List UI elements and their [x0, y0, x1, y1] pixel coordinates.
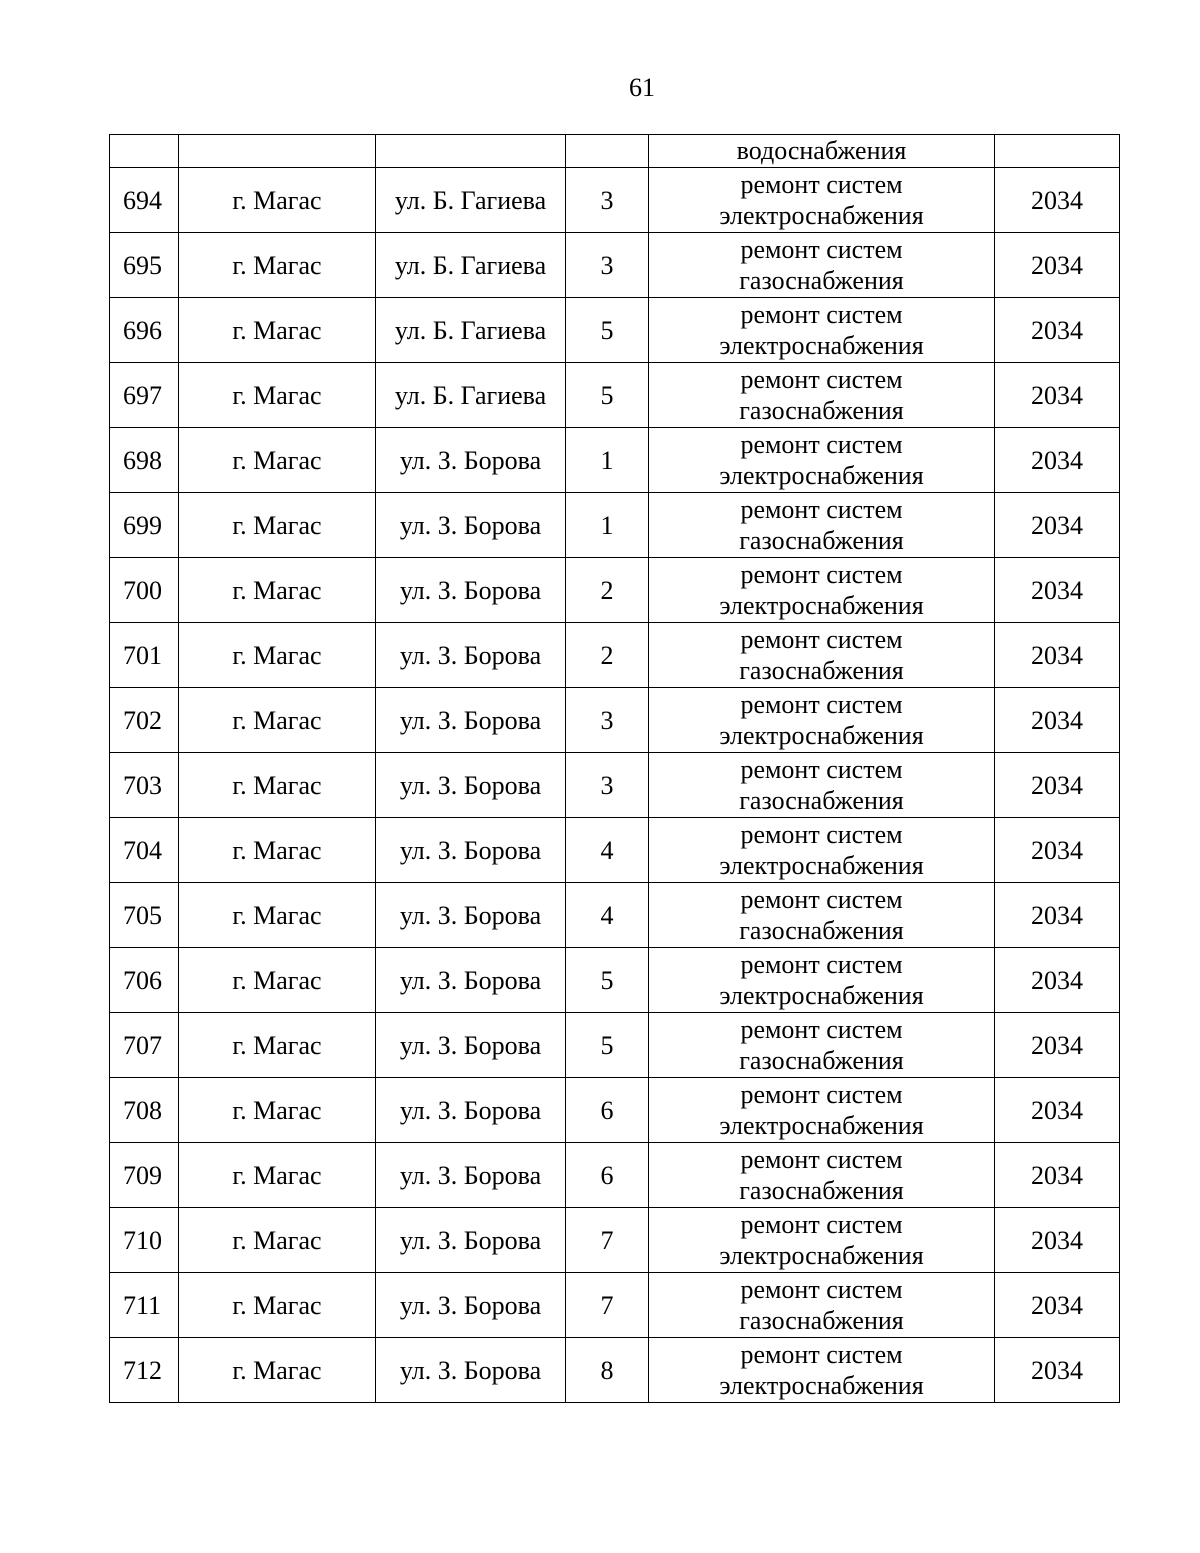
work-type-line: газоснабжения — [739, 656, 904, 685]
work-type-line: ремонт систем — [740, 1210, 903, 1239]
cell-street: ул. Б. Гагиева — [376, 168, 566, 233]
continuation-row — [110, 135, 1120, 168]
cell-street: ул. З. Борова — [376, 428, 566, 493]
cell-year: 2034 — [995, 883, 1120, 948]
cell-num: 710 — [110, 1208, 179, 1273]
cell-house: 2 — [566, 623, 649, 688]
work-type-line: ремонт систем — [740, 885, 903, 914]
cell-house: 3 — [566, 753, 649, 818]
work-type-line: газоснабжения — [739, 916, 904, 945]
work-type-line: газоснабжения — [739, 526, 904, 555]
cell-city: г. Магас — [179, 1078, 376, 1143]
cell-year: 2034 — [995, 363, 1120, 428]
cell-city: г. Магас — [179, 1273, 376, 1338]
work-type-line: электроснабжения — [719, 981, 924, 1010]
work-type-line: ремонт систем — [740, 820, 903, 849]
cell-house — [566, 135, 649, 168]
table-row — [110, 428, 1120, 493]
cell-work-type — [649, 753, 995, 818]
cell-num: 708 — [110, 1078, 179, 1143]
cell-year: 2034 — [995, 688, 1120, 753]
cell-year — [995, 135, 1120, 168]
work-type-line: ремонт систем — [740, 690, 903, 719]
table-row — [110, 493, 1120, 558]
table-row — [110, 688, 1120, 753]
work-type-line: электроснабжения — [719, 331, 924, 360]
cell-house: 5 — [566, 363, 649, 428]
cell-street: ул. Б. Гагиева — [376, 233, 566, 298]
cell-work-type — [649, 558, 995, 623]
cell-house: 3 — [566, 168, 649, 233]
cell-street: ул. Б. Гагиева — [376, 298, 566, 363]
cell-num: 711 — [110, 1273, 179, 1338]
cell-num: 699 — [110, 493, 179, 558]
cell-work-type — [649, 1208, 995, 1273]
cell-work-type — [649, 1078, 995, 1143]
cell-street — [376, 135, 566, 168]
cell-city: г. Магас — [179, 818, 376, 883]
cell-city: г. Магас — [179, 1208, 376, 1273]
cell-house: 5 — [566, 298, 649, 363]
work-type-line: электроснабжения — [719, 1371, 924, 1400]
cell-street: ул. З. Борова — [376, 1013, 566, 1078]
cell-work-type — [649, 428, 995, 493]
cell-street: ул. З. Борова — [376, 1338, 566, 1403]
work-type-line: ремонт систем — [740, 755, 903, 784]
cell-year: 2034 — [995, 623, 1120, 688]
cell-city: г. Магас — [179, 688, 376, 753]
cell-year: 2034 — [995, 1273, 1120, 1338]
cell-num: 694 — [110, 168, 179, 233]
table-row — [110, 753, 1120, 818]
table-row — [110, 1013, 1120, 1078]
cell-city: г. Магас — [179, 1143, 376, 1208]
cell-city: г. Магас — [179, 1338, 376, 1403]
cell-street: ул. З. Борова — [376, 1208, 566, 1273]
cell-year: 2034 — [995, 1013, 1120, 1078]
cell-house: 4 — [566, 818, 649, 883]
work-type-line: ремонт систем — [740, 235, 903, 264]
cell-house: 7 — [566, 1273, 649, 1338]
cell-year: 2034 — [995, 1143, 1120, 1208]
table-row — [110, 623, 1120, 688]
cell-num: 703 — [110, 753, 179, 818]
cell-work-type — [649, 168, 995, 233]
table-row — [110, 1338, 1120, 1403]
cell-city: г. Магас — [179, 753, 376, 818]
table-row — [110, 1208, 1120, 1273]
cell-year: 2034 — [995, 558, 1120, 623]
cell-work-type: водоснабжения — [649, 135, 995, 168]
cell-num: 695 — [110, 233, 179, 298]
cell-year: 2034 — [995, 298, 1120, 363]
cell-year: 2034 — [995, 753, 1120, 818]
cell-num: 700 — [110, 558, 179, 623]
work-type-line: электроснабжения — [719, 851, 924, 880]
cell-year: 2034 — [995, 818, 1120, 883]
cell-street: ул. З. Борова — [376, 493, 566, 558]
work-type-line: ремонт систем — [740, 1145, 903, 1174]
cell-work-type — [649, 233, 995, 298]
cell-work-type — [649, 623, 995, 688]
work-type-line: ремонт систем — [740, 625, 903, 654]
work-type-line: ремонт систем — [740, 170, 903, 199]
table-row — [110, 168, 1120, 233]
table-row — [110, 1143, 1120, 1208]
cell-house: 2 — [566, 558, 649, 623]
cell-num: 706 — [110, 948, 179, 1013]
cell-street: ул. З. Борова — [376, 1273, 566, 1338]
cell-year: 2034 — [995, 428, 1120, 493]
cell-street: ул. Б. Гагиева — [376, 363, 566, 428]
work-type-line: ремонт систем — [740, 1340, 903, 1369]
cell-work-type — [649, 1338, 995, 1403]
cell-street: ул. З. Борова — [376, 688, 566, 753]
cell-num: 696 — [110, 298, 179, 363]
cell-work-type — [649, 948, 995, 1013]
cell-house: 3 — [566, 688, 649, 753]
cell-house: 3 — [566, 233, 649, 298]
cell-num: 698 — [110, 428, 179, 493]
cell-city: г. Магас — [179, 233, 376, 298]
cell-house: 1 — [566, 493, 649, 558]
cell-work-type — [649, 688, 995, 753]
cell-work-type — [649, 1013, 995, 1078]
cell-house: 7 — [566, 1208, 649, 1273]
cell-work-type — [649, 493, 995, 558]
cell-num: 701 — [110, 623, 179, 688]
work-type-line: электроснабжения — [719, 201, 924, 230]
work-type-line: газоснабжения — [739, 1046, 904, 1075]
cell-house: 8 — [566, 1338, 649, 1403]
table-row — [110, 818, 1120, 883]
work-type-line: электроснабжения — [719, 461, 924, 490]
cell-num — [110, 135, 179, 168]
cell-city: г. Магас — [179, 558, 376, 623]
work-type-line: электроснабжения — [719, 1241, 924, 1270]
cell-work-type — [649, 1273, 995, 1338]
work-type-line: ремонт систем — [740, 560, 903, 589]
cell-house: 4 — [566, 883, 649, 948]
page-number: 61 — [629, 73, 655, 102]
cell-city: г. Магас — [179, 883, 376, 948]
cell-house: 1 — [566, 428, 649, 493]
cell-num: 712 — [110, 1338, 179, 1403]
table-body — [110, 135, 1120, 1403]
cell-street: ул. З. Борова — [376, 558, 566, 623]
cell-year: 2034 — [995, 1208, 1120, 1273]
cell-year: 2034 — [995, 1078, 1120, 1143]
cell-year: 2034 — [995, 168, 1120, 233]
cell-city: г. Магас — [179, 948, 376, 1013]
cell-work-type — [649, 883, 995, 948]
work-type-line: электроснабжения — [719, 591, 924, 620]
cell-house: 6 — [566, 1143, 649, 1208]
cell-house: 5 — [566, 1013, 649, 1078]
cell-num: 707 — [110, 1013, 179, 1078]
cell-city: г. Магас — [179, 168, 376, 233]
cell-street: ул. З. Борова — [376, 623, 566, 688]
cell-city: г. Магас — [179, 493, 376, 558]
cell-house: 6 — [566, 1078, 649, 1143]
work-type-line: ремонт систем — [740, 1015, 903, 1044]
table-row — [110, 233, 1120, 298]
work-type-line: газоснабжения — [739, 786, 904, 815]
cell-num: 705 — [110, 883, 179, 948]
table-row — [110, 1078, 1120, 1143]
cell-city: г. Магас — [179, 623, 376, 688]
cell-year: 2034 — [995, 1338, 1120, 1403]
cell-city — [179, 135, 376, 168]
cell-street: ул. З. Борова — [376, 753, 566, 818]
work-type-line: ремонт систем — [740, 950, 903, 979]
cell-num: 709 — [110, 1143, 179, 1208]
work-type-line: ремонт систем — [740, 495, 903, 524]
table-row — [110, 1273, 1120, 1338]
work-type-line: электроснабжения — [719, 721, 924, 750]
cell-year: 2034 — [995, 948, 1120, 1013]
work-type-line: электроснабжения — [719, 1111, 924, 1140]
cell-work-type — [649, 298, 995, 363]
table-row — [110, 883, 1120, 948]
cell-city: г. Магас — [179, 1013, 376, 1078]
cell-num: 702 — [110, 688, 179, 753]
cell-work-type — [649, 363, 995, 428]
cell-work-type — [649, 1143, 995, 1208]
work-type-line: газоснабжения — [739, 396, 904, 425]
cell-street: ул. З. Борова — [376, 948, 566, 1013]
cell-num: 704 — [110, 818, 179, 883]
cell-street: ул. З. Борова — [376, 883, 566, 948]
cell-work-type — [649, 818, 995, 883]
cell-street: ул. З. Борова — [376, 1078, 566, 1143]
table-row — [110, 298, 1120, 363]
cell-city: г. Магас — [179, 363, 376, 428]
cell-year: 2034 — [995, 493, 1120, 558]
work-type-line: ремонт систем — [740, 1275, 903, 1304]
work-type-line: ремонт систем — [740, 1080, 903, 1109]
work-type-line: газоснабжения — [739, 266, 904, 295]
cell-street: ул. З. Борова — [376, 1143, 566, 1208]
cell-num: 697 — [110, 363, 179, 428]
work-type-line: ремонт систем — [740, 365, 903, 394]
work-type-line: газоснабжения — [739, 1306, 904, 1335]
cell-house: 5 — [566, 948, 649, 1013]
table-row — [110, 363, 1120, 428]
cell-year: 2034 — [995, 233, 1120, 298]
work-type-line: ремонт систем — [740, 300, 903, 329]
work-schedule-table — [109, 134, 1120, 1403]
work-type-line: газоснабжения — [739, 1176, 904, 1205]
cell-city: г. Магас — [179, 428, 376, 493]
cell-city: г. Магас — [179, 298, 376, 363]
cell-street: ул. З. Борова — [376, 818, 566, 883]
table-row — [110, 948, 1120, 1013]
table-row — [110, 558, 1120, 623]
work-type-line: ремонт систем — [740, 430, 903, 459]
